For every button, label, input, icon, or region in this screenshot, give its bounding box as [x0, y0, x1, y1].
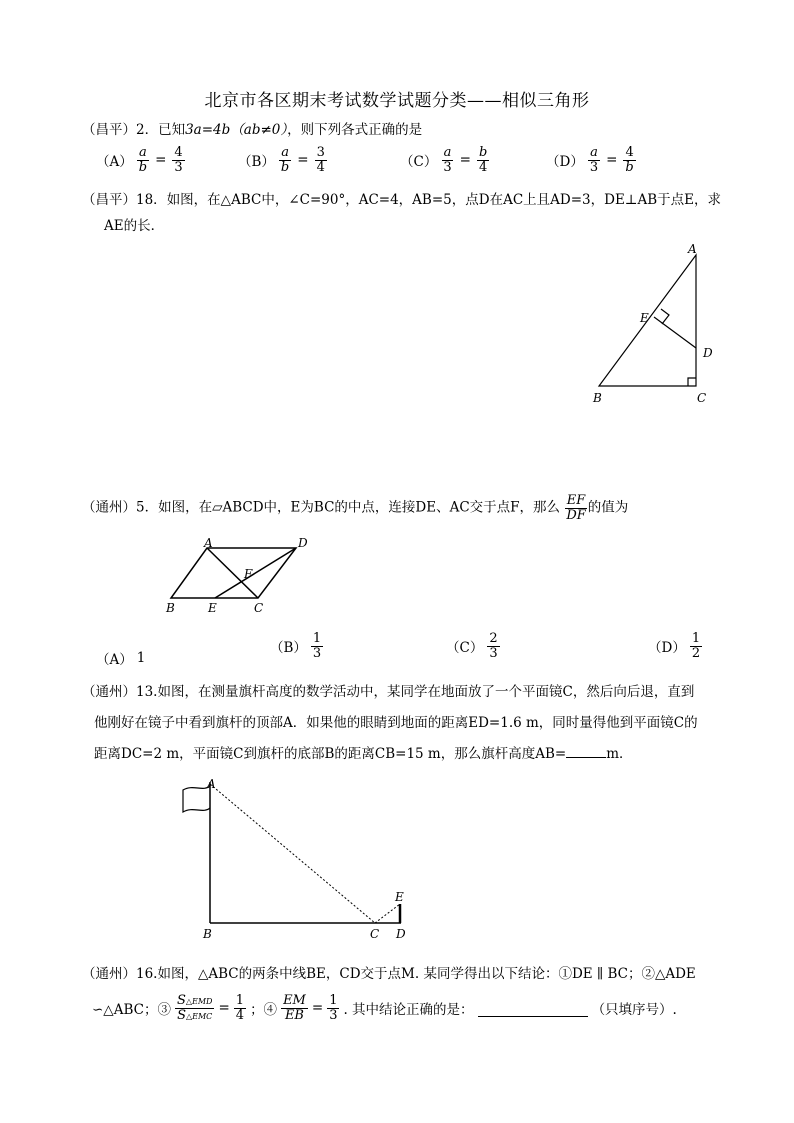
- line-of-sight-ac: [210, 784, 375, 923]
- label-b: B: [593, 391, 602, 405]
- question-4-stem-line1: （通州）13.如图，在测量旗杆高度的数学活动中，某同学在地面放了一个平面镜C，然后向后退，直到: [82, 684, 695, 700]
- label-c: C: [254, 601, 264, 615]
- question-2-stem-line2: AE的长．: [104, 218, 165, 234]
- question-2-stem-line1: （昌平）18．如图，在△ABC中，∠C=90°，AC=4，AB=5，点D在AC上且AD=3，DE⊥AB于点E，求: [82, 192, 722, 208]
- label-b: B: [166, 601, 175, 615]
- right-angle-mark-c: [688, 378, 696, 386]
- question-5-stem-line1: （通州）16.如图，△ABC的两条中线BE，CD交于点M. 某同学得出以下结论：①DE ∥ BC；②△ADE: [82, 966, 696, 982]
- q3-option-c[interactable]: （C） $\frac{2}{3}$: [446, 631, 498, 661]
- flagpole-figure: [175, 772, 415, 944]
- label-d: D: [298, 536, 308, 550]
- triangle-abc-figure: [585, 240, 725, 410]
- label-e: E: [640, 311, 649, 325]
- question-5-stem-line2: ∽△ABC；③ $\frac{\text{S△EMD}}{\text{S△EMC}}$ = $\frac{1}{4}$ ；④ $\frac{EM}{EB}$ = $\frac{1}{3}$ . 其中结论正确的是： （只填序号）.: [92, 993, 677, 1023]
- question-4-stem-line2: 他刚好在镜子中看到旗杆的顶部A．如果他的眼睛到地面的距离ED=1.6 m，同时量得他到平面镜C的: [94, 715, 698, 731]
- page-title: 北京市各区期末考试数学试题分类——相似三角形: [204, 91, 590, 111]
- question-source: （昌平）18．: [82, 192, 167, 208]
- flag-icon: [183, 786, 210, 812]
- answer-blank[interactable]: [566, 757, 606, 758]
- label-f: F: [244, 567, 253, 581]
- question-source: （通州）13.: [82, 684, 158, 700]
- label-a: A: [204, 536, 213, 550]
- label-e: E: [395, 890, 404, 904]
- line-of-sight-ce: [375, 904, 400, 923]
- question-source: （通州）16.: [82, 966, 158, 982]
- label-c: C: [697, 391, 707, 405]
- label-a: A: [688, 242, 697, 256]
- label-e: E: [208, 601, 217, 615]
- question-3-stem: （通州）5．如图，在▱ABCD中，E为BC的中点，连接DE、AC交于点F，那么 $\frac{EF}{DF}$ 的值为: [82, 493, 629, 523]
- label-d: D: [703, 346, 713, 360]
- label-b: B: [203, 927, 212, 941]
- q1-option-b[interactable]: （B） $\frac{a}{b}$ = $\frac{3}{4}$: [238, 145, 325, 175]
- q3-option-b[interactable]: （B） $\frac{1}{3}$: [270, 631, 322, 661]
- segment-de: [215, 548, 296, 598]
- question-source: （通州）5．: [82, 499, 159, 516]
- question-source: （昌平）2．: [82, 122, 159, 138]
- segment-de: [654, 317, 696, 348]
- label-c: C: [370, 927, 380, 941]
- q1-option-a[interactable]: （A） $\frac{a}{b}$ = $\frac{4}{3}$: [96, 145, 183, 175]
- question-1-stem: （昌平）2．已知3a=4b（ab≠0），则下列各式正确的是: [82, 122, 423, 138]
- label-a: A: [207, 777, 216, 791]
- q3-option-a[interactable]: （A） 1: [96, 650, 146, 668]
- label-d: D: [396, 927, 406, 941]
- q1-option-d[interactable]: （D） $\frac{a}{3}$ = $\frac{4}{b}$: [546, 145, 634, 175]
- q3-option-d[interactable]: （D） $\frac{1}{2}$: [648, 631, 701, 661]
- parallelogram-figure: [160, 536, 330, 618]
- answer-blank[interactable]: [478, 1000, 588, 1017]
- right-angle-mark-e: [661, 309, 669, 324]
- question-4-stem-line3: 距离DC=2 m，平面镜C到旗杆的底部B的距离CB=15 m，那么旗杆高度AB= m．: [94, 746, 633, 762]
- q1-option-c[interactable]: （C） $\frac{a}{3}$ = $\frac{b}{4}$: [400, 145, 488, 175]
